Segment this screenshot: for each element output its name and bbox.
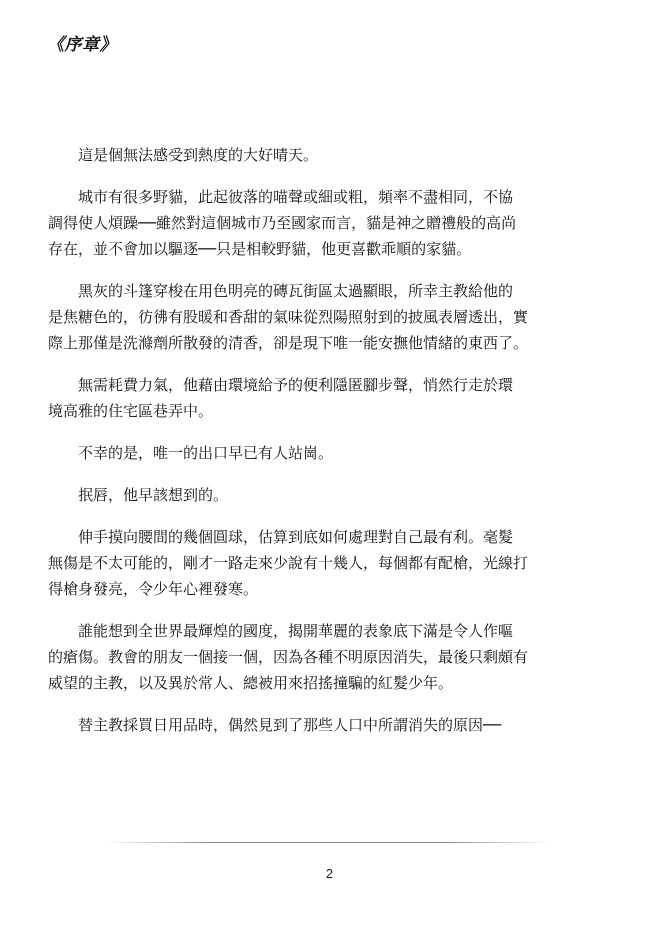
paragraph [48, 440, 588, 466]
paragraph [48, 524, 588, 602]
chapter-title: 《序章》 [47, 35, 117, 55]
paragraph [48, 482, 588, 508]
body-text [48, 142, 588, 754]
paragraph-line: 得槍身發亮，令少年心裡發寒。 [48, 580, 259, 598]
paragraph-line: 城市有很多野貓，此起彼落的喵聲或細或粗，頻率不盡相同，不協 [78, 188, 514, 206]
paragraph [48, 278, 588, 356]
paragraph-line: 際上那僅是洗滌劑所散發的清香，卻是現下唯一能安撫他情緒的東西了。 [48, 334, 529, 352]
paragraph-line: 替主教採買日用品時，偶然見到了那些人口中所謂消失的原因── [78, 716, 502, 734]
paragraph-line: 誰能想到全世界最輝煌的國度，揭開華麗的表象底下滿是令人作嘔 [78, 622, 514, 640]
paragraph-line: 的瘡傷。教會的朋友一個接一個，因為各種不明原因消失，最後只剩頗有 [48, 648, 529, 666]
paragraph-line: 調得使人煩躁──雖然對這個城市乃至國家而言，貓是神之贈禮般的高尚 [48, 214, 517, 232]
paragraph-line: 不幸的是，唯一的出口早已有人站崗。 [78, 444, 334, 462]
page-number: 2 [325, 866, 334, 881]
paragraph-line: 抿唇，他早該想到的。 [78, 486, 229, 504]
paragraph-line: 無傷是不太可能的，剛才一路走來少說有十幾人，每個都有配槍，光線打 [48, 554, 529, 572]
paragraph-line: 威望的主教，以及異於常人、總被用來招搖撞騙的紅髮少年。 [48, 674, 454, 692]
paragraph-line: 黑灰的斗篷穿梭在用色明亮的磚瓦街區太過顯眼，所幸主教給他的 [78, 282, 514, 300]
paragraph-line: 是焦糖色的，彷彿有股暖和香甜的氣味從烈陽照射到的披風表層透出，實 [48, 308, 529, 326]
paragraph [48, 142, 588, 168]
paragraph-line: 無需耗費力氣，他藉由環境給予的便利隱匿腳步聲，悄然行走於環 [78, 376, 514, 394]
paragraph [48, 618, 588, 696]
footer-divider [104, 842, 552, 843]
paragraph-line: 境高雅的住宅區巷弄中。 [48, 402, 214, 420]
paragraph-line: 伸手摸向腰間的幾個圓球，估算到底如何處理對自己最有利。毫髮 [78, 528, 514, 546]
paragraph [48, 184, 588, 262]
paragraph-line: 存在，並不會加以驅逐──只是相較野貓，他更喜歡乖順的家貓。 [48, 240, 472, 258]
paragraph [48, 712, 588, 738]
paragraph [48, 372, 588, 424]
paragraph-line: 這是個無法感受到熱度的大好晴天。 [78, 146, 319, 164]
